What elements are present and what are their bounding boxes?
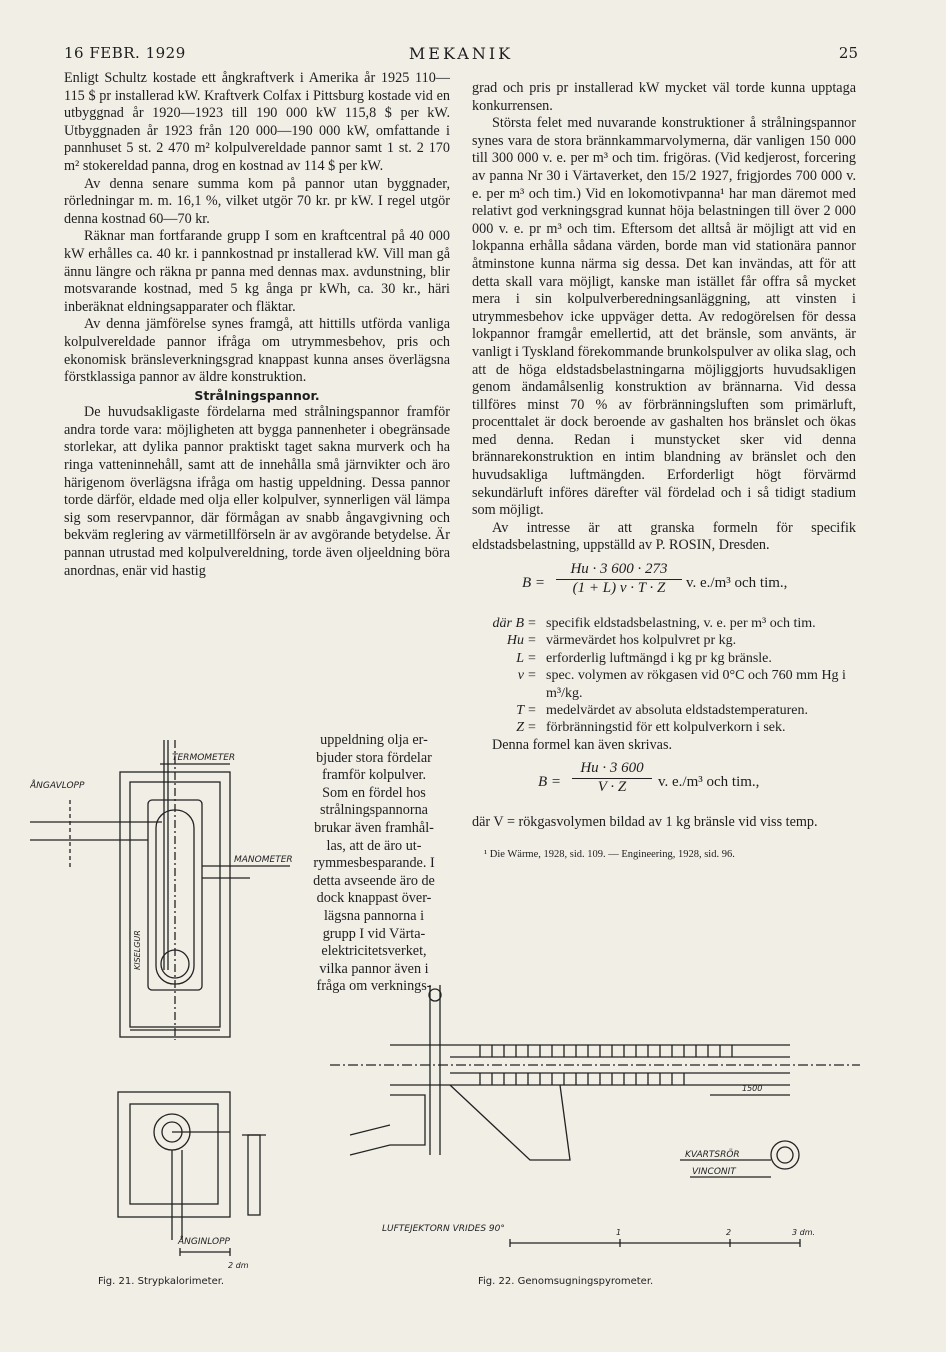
label-anginlopp: ÅNGINLOPP	[178, 1237, 230, 1247]
def-symbol: T	[516, 703, 524, 719]
def-symbol: v	[517, 668, 524, 684]
text-line: Som en fördel hos	[322, 784, 426, 801]
label-angavlopp: ÅNGAVLOPP	[30, 781, 85, 791]
def-description: specifik eldstadsbelastning, v. e. per m³ och tim.	[546, 616, 816, 632]
label-manometer: MANOMETER	[234, 855, 293, 865]
paragraph: Enligt Schultz kostade ett ångkraftverk i Amerika år 1925 110—115 $ pr installerad kW. Kraftverk Colfax i Pittsburg kostade vid en utbyggnad år 1920—1923 till 190 000 kW 115,8 $ per kW. Utbyggnaden år 1923 från 120 000—190 000 kW, omfattande i pannhuset 5 st. 2 470 m² kolpulvereldade pannor samt 1 st. 2 170 m² stokereldad panna, drog en kostnad av 114 $ per kW.	[64, 70, 450, 174]
definition-row: där B = specifik eldstadsbelastning, v. e. per m³ och tim.	[472, 615, 856, 632]
text-line: strålningspannorna	[320, 802, 428, 819]
formula-lhs: B =	[522, 575, 546, 592]
text-line: framför kolpulver.	[321, 767, 426, 784]
fig21-caption: Fig. 21. Strypkalorimeter.	[98, 1276, 225, 1287]
text-line: fråga om verknings-	[316, 978, 432, 995]
formula-lhs: B =	[538, 774, 562, 791]
label-vinconit: VINCONIT	[692, 1167, 736, 1177]
paragraph: Av denna senare summa kom på pannor utan byggnader, rörledningar m. m. 16,1 %, vilket utgör 70 kr. pr kW. I regel utgör denna kostnad 60—70 kr.	[64, 175, 450, 227]
definition-row: L = erforderlig luftmängd i kg pr kg bränsle.	[472, 650, 856, 667]
paragraph: Av denna jämförelse synes framgå, att hittills utförda vanliga kolpulvereldade pannor ifråga om utrymmesbehov, pris och ekonomisk bränsleverkningsgrad knappast kunna anses överlägsna förstklassiga pannor av äldre konstruktion.	[64, 316, 450, 386]
text-line: vilka pannor även i	[319, 960, 429, 977]
label-kvartsror: KVARTSRÖR	[685, 1150, 740, 1160]
right-column	[472, 80, 856, 864]
wrap-text-column	[298, 732, 450, 996]
text-line: brukar även framhål-	[314, 819, 434, 836]
denominator: (1 + L) v · T · Z	[572, 579, 666, 596]
def-description: erforderlig luftmängd i kg pr kg bränsle.	[546, 650, 772, 666]
formula-unit: v. e./m³ och tim.,	[658, 774, 760, 791]
header-date: 16 FEBR. 1929	[64, 44, 186, 62]
text-line: rymmesbesparande. I	[313, 855, 435, 872]
scale-label-3: 3 dm.	[792, 1228, 816, 1237]
definition-row: Hu = värmevärdet hos kolpulvret pr kg.	[472, 632, 856, 649]
left-column	[64, 70, 450, 580]
def-symbol: där B	[492, 616, 524, 632]
text-line: lägsna pannorna i	[323, 907, 425, 924]
numerator: Hu · 3 600	[572, 760, 652, 779]
page-number: 25	[838, 44, 858, 62]
page-header	[64, 44, 858, 66]
paragraph: De huvudsakligaste fördelarna med strålningspannor framför andra torde vara: möjligheten att bygga pannenheter i obegränsade storlekar, att dylika pannor praktiskt taget sakna murverk och ha ringa vatteninnehåll, samt att de innehålla små järnvikter och äro härigenom överlägsna ifråga om hastig uppeldning. Dessa pannor torde därför, eldade med olja eller kolpulver, synnerligen väl lämpa sig som reservpannor, där förmågan av snabb ångavgivning och bekväm reglering av värmetillförseln är av avgörande betydelse. Är pannan utrustad med kolpulvereldning, torde även oljeeldning böra anordnas, enär vid hastig	[64, 404, 450, 579]
section-heading: Strålningspannor.	[194, 387, 320, 403]
def-description: förbränningstid för ett kolpulverkorn i sek.	[546, 720, 786, 736]
text-line: dock knappast över-	[316, 890, 432, 907]
label-luftejektorn: LUFTEJEKTORN VRIDES 90°	[382, 1224, 505, 1234]
paragraph: Av intresse är att granska formeln för specifik eldstadsbelastning, uppställd av P. ROSIN, Dresden.	[472, 519, 856, 554]
journal-title: MEKANIK	[408, 44, 514, 63]
paragraph: Denna formel kan även skrivas.	[492, 736, 673, 753]
paragraph: Största felet med nuvarande konstruktioner å strålningspannor synes vara de stora brännkammarvolymerna, där vanligen 150 000 till 300 000 v. e. per m³ och tim. frigöras. (Vid kedjerost, forcering av panna Nr 30 i Värtaverket, den 15/2 1927, frigjordes 700 000 v. e. per m³ och tim.) Vid en lokomotivpanna¹ har man däremot med relativt god verkningsgrad kunnat höja belastningen till över 2 000 000 v. e. pr m³ och tim. Eftersom det alltså är möjligt att vid en lokpanna erhålla sådana värden, borde man vid stationära pannor åtminstone kunna närma sig dessa. Det kan invändas, att för att detta skall vara möjligt, kanske man istället får offra så mycket mera i sin kolpulverberedningsanläggning, att vinsten i utrymmesbehov icke uppväger detta. Av redogörelsen för dessa lokpannor framgår emellertid, att det bränsle, som använts, är vanligt i Tyskland förekommande brunkolspulver av olika slag, och att de höga eldstadsbelastningarna möjliggjorts huvudsakligen genom ändamålsenlig konstruktion av brännarna. Vid dessa tillföres minst 70 % av förbränningsluften som primärluft, procenttalet är dock beroende av gashalten hos bränslet och ökas med denna. Redan i munstycket sker vid denna brännarekonstruktion en intim blandning av bränslet och den huvudsakliga luftmängden. Erforderligt högt förvärmd sekundärluft införes därefter väl fördelad och i så tidigt stadium som möjligt.	[472, 115, 856, 519]
definition-row: T = medelvärdet av absoluta eldstadstemperaturen.	[472, 702, 856, 719]
text-line: uppeldning olja er-	[320, 732, 428, 748]
label-termometer: TERMOMETER	[172, 753, 236, 763]
text-line: detta avseende äro de	[313, 872, 435, 889]
def-symbol: Z	[516, 720, 524, 736]
fig22-caption: Fig. 22. Genomsugningspyrometer.	[478, 1276, 654, 1287]
text-line: elektricitetsverket,	[321, 943, 427, 960]
denominator: V · Z	[597, 779, 627, 796]
fig21-drawing	[30, 740, 300, 1270]
def-description: värmevärdet hos kolpulvret pr kg.	[546, 633, 737, 649]
formula-simplified	[472, 760, 856, 808]
def-description: spec. volymen av rökgasen vid 0°C och 760 mm Hg i m³/kg.	[546, 668, 846, 701]
definition-row: v = spec. volymen av rökgasen vid 0°C och 760 mm Hg i m³/kg.	[472, 667, 856, 702]
footnote: ¹ Die Wärme, 1928, sid. 109. — Engineering, 1928, sid. 96.	[484, 849, 735, 861]
scale-label-2: 2	[726, 1228, 732, 1237]
text-line: las, att de äro ut-	[326, 837, 422, 854]
paragraph: Räknar man fortfarande grupp I som en kraftcentral på 40 000 kW erhålles ca. 40 kr. i pannkostnad pr installerad kW. Vill man gå ännu längre och räkna pr panna med dennas max. avdunstning, blir motsvarande kostnad, med 5 kg ånga pr kWh, ca. 30 kr., häri inberäknat eldningsapparater och fläktar.	[64, 228, 450, 315]
text-line: grupp I vid Värta-	[322, 925, 426, 942]
fig22-drawing	[330, 985, 860, 1255]
def-symbol: Hu	[506, 633, 524, 649]
label-dimension: 1500	[742, 1084, 763, 1093]
text-line: bjuder stora fördelar	[316, 749, 432, 766]
label-kiselgur: KISELGUR	[133, 930, 142, 970]
paragraph: grad och pris pr installerad kW mycket väl torde kunna upptaga konkurrensen.	[472, 80, 856, 114]
formula-unit: v. e./m³ och tim.,	[686, 575, 788, 592]
formula-rosin	[472, 561, 856, 609]
label-scale: 2 dm	[228, 1261, 249, 1270]
numerator: Hu · 3 600 · 273	[556, 561, 682, 580]
def-symbol: L	[516, 650, 524, 666]
fraction	[556, 561, 682, 597]
def-description: medelvärdet av absoluta eldstadstemperaturen.	[546, 703, 809, 719]
scale-label-1: 1	[616, 1228, 622, 1237]
paragraph: där V = rökgasvolymen bildad av 1 kg bränsle vid viss temp.	[472, 814, 818, 831]
definition-row: Z = förbränningstid för ett kolpulverkorn i sek.	[472, 719, 856, 736]
definitions-list	[472, 615, 856, 737]
fraction	[572, 760, 652, 796]
